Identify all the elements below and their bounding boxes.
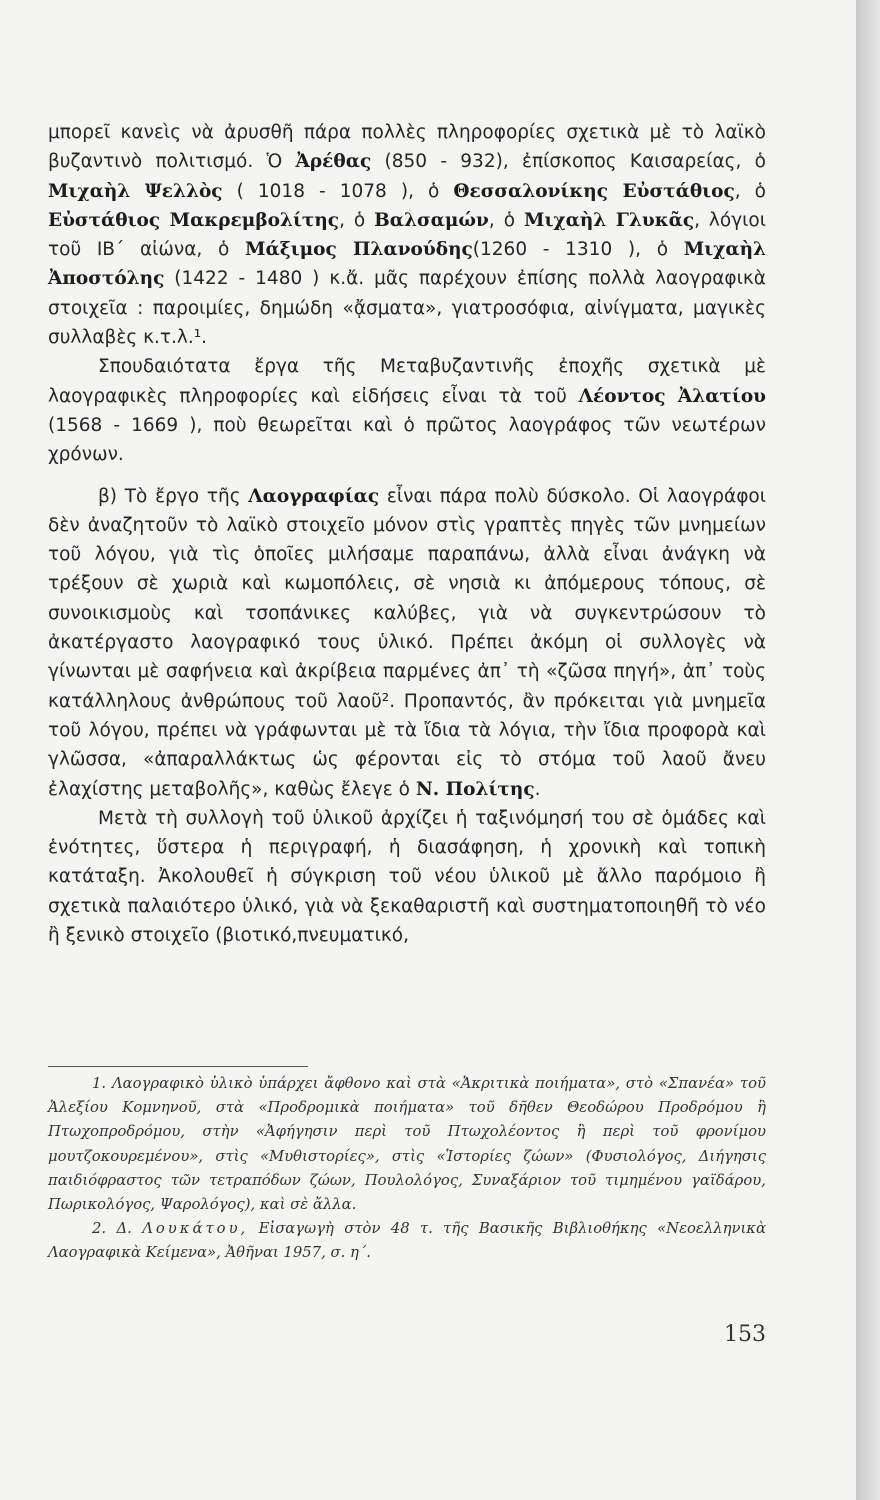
footnote-divider	[48, 1066, 308, 1067]
text-run: , λόγιοι τοῦ ΙΒ΄ αἰώνα, ὁ	[48, 209, 766, 261]
paragraph-2	[48, 352, 766, 469]
text-run: (1568 - 1669 ), ποὺ θεωρεῖται καὶ ὁ πρῶτος λαογράφος τῶν νεωτέρων χρόνων.	[48, 414, 766, 466]
term-laografia: Λαογραφίας	[248, 485, 380, 507]
text-run: μπορεῖ κανεὶς νὰ ἀρυσθῆ πάρα πολλὲς πληροφορίες σχετικὰ μὲ τὸ λαϊκὸ βυζαντινὸ πολιτισμό. Ὁ	[48, 122, 766, 173]
page-number: 153	[724, 1322, 766, 1347]
text-run: , ὁ	[488, 209, 524, 231]
text-run: Σπουδαιότατα ἔργα τῆς Μεταβυζαντινῆς ἐποχῆς σχετικὰ μὲ λαογραφικὲς πληροφορίες καὶ εἰδήσεις εἶναι τὰ τοῦ	[48, 356, 766, 407]
footnote-2-text: Εἰσαγωγὴ στὸν 48 τ. τῆς Βασικῆς Βιβλιοθήκης «Νεοελληνικὰ Λαογραφικὰ Κείμενα», Ἀθῆναι 1957, σ. η΄.	[48, 1220, 766, 1262]
footnote-2-author: Λουκάτου,	[142, 1220, 249, 1238]
paragraph-4: Μετὰ τὴ συλλογὴ τοῦ ὑλικοῦ ἀρχίζει ἡ ταξινόμησή του σὲ ὁμάδες καὶ ἑνότητες, ὕστερα ἡ περιγραφή, ἡ διασάφηση, ἡ χρονικὴ καὶ τοπικὴ κατάταξη. Ἀκολουθεῖ ἡ σύγκριση τοῦ νέου ὑλικοῦ μὲ ἄλλο παρόμοιο ἢ σχετικὰ παλαιότερο ὑλικό, γιὰ νὰ ξεκαθαριστῆ καὶ συστηματοποιηθῆ τὸ νέο ἢ ξενικὸ στοιχεῖο (βιοτικό,πνευματικό,	[48, 807, 766, 947]
text-run: β) Τὸ ἔργο τῆς	[98, 485, 249, 507]
footnotes	[48, 1072, 766, 1266]
name-planoudes: Μάξιμος Πλανούδης	[245, 239, 473, 261]
text-run: ( 1018 - 1078 ), ὁ	[222, 180, 454, 202]
name-balsamon: Βαλσαμών	[374, 209, 489, 231]
name-politis: Ν. Πολίτης	[415, 778, 535, 800]
name-allatius: Λέοντος Ἀλατίου	[578, 385, 767, 407]
footnote-2-number: 2. Δ.	[92, 1220, 143, 1238]
text-run: (1422 - 1480 ) κ.ἄ. μᾶς παρέχουν ἐπίσης πολλὰ λαογραφικὰ στοιχεῖα : παροιμίες, δημώδη «ᾄσματα», γιατροσόφια, αἰνίγματα, μαγικὲς συλλαβὲς κ.τ.λ.¹.	[48, 268, 766, 349]
name-eustathios-thess: Θεσσαλονίκης Εὐστάθιος	[453, 180, 735, 202]
text-run: (1260 - 1310 ), ὁ	[472, 239, 684, 261]
name-aretha: Ἀρέθας	[295, 151, 372, 173]
name-apostoles: Μιχαὴλ Ἀποστόλης	[48, 239, 767, 290]
name-psellos: Μιχαὴλ Ψελλὸς	[48, 180, 223, 202]
main-text	[48, 118, 766, 950]
paragraph-1	[48, 118, 766, 352]
paragraph-3	[48, 482, 766, 804]
text-run: (850 - 932), ἐπίσκοπος Καισαρείας, ὁ	[371, 151, 766, 173]
book-spine-shadow	[856, 0, 880, 1500]
text-run: .	[534, 778, 541, 800]
text-run: , ὁ	[339, 209, 375, 231]
name-makrembolites: Εὐστάθιος Μακρεμβολίτης	[48, 209, 340, 231]
text-run: εἶναι πάρα πολὺ δύσκολο. Οἱ λαογράφοι δὲν ἀναζητοῦν τὸ λαϊκὸ στοιχεῖο μόνον στὶς γραπτὲς πηγὲς τῶν μνημείων τοῦ λόγου, γιὰ τὶς ὁποῖες μιλήσαμε παραπάνω, ἀλλὰ εἶναι ἀνάγκη νὰ τρέξουν σὲ χωριὰ καὶ κωμοπόλεις, σὲ νησιὰ κι ἀπόμερους τόπους, σὲ συνοικισμοὺς καὶ τσοπάνικες καλύβες, γιὰ νὰ συγκεντρώσουν τὸ ἀκατέργαστο λαογραφικό τους ὑλικό. Πρέπει ἀκόμη οἱ συλλογὲς νὰ γίνωνται μὲ σαφήνεια καὶ ἀκρίβεια παρμένες ἀπ᾽ τὴ «ζῶσα πηγή», ἀπ᾽ τοὺς κατάλληλους ἀνθρώπους τοῦ λαοῦ². Προπαντός, ἂν πρόκειται γιὰ μνημεῖα τοῦ λόγου, πρέπει νὰ γράφωνται μὲ τὰ ἴδια τὰ λόγια, τὴν ἴδια προφορὰ καὶ γλῶσσα, «ἀπαραλλάκτως ὡς φέρονται εἰς τὸ στόμα τοῦ λαοῦ ἄνευ ἐλαχίστης μεταβολῆς», καθὼς ἔλεγε ὁ	[48, 485, 766, 800]
text-run: , ὁ	[734, 180, 766, 202]
footnote-2	[48, 1217, 766, 1265]
name-glykas: Μιχαὴλ Γλυκᾶς	[524, 209, 695, 231]
footnote-1: 1. Λαογραφικὸ ὑλικὸ ὑπάρχει ἄφθονο καὶ στὰ «Ἀκριτικὰ ποιήματα», στὸ «Σπανέα» τοῦ Ἀλεξίου Κομνηνοῦ, στὰ «Προδρομικὰ ποιήματα» τοῦ δῆθεν Θεοδώρου Προδρόμου ἢ Πτωχοπροδρόμου, στὴν «Ἀφήγησιν περὶ τοῦ Πτωχολέοντος ἢ περὶ τοῦ φρονίμου μουτζοκουρεμένου», στὶς «Μυθιστορίες», στὶς «Ἱστορίες ζώων» (Φυσιολόγος, Διήγησις παιδιόφραστος τῶν τετραπόδων ζώων, Πουλολόγος, Συναξάριον τοῦ τιμημένου γαϊδάρου, Πωρικολόγος, Ψαρολόγος), καὶ σὲ ἄλλα.	[48, 1075, 766, 1214]
